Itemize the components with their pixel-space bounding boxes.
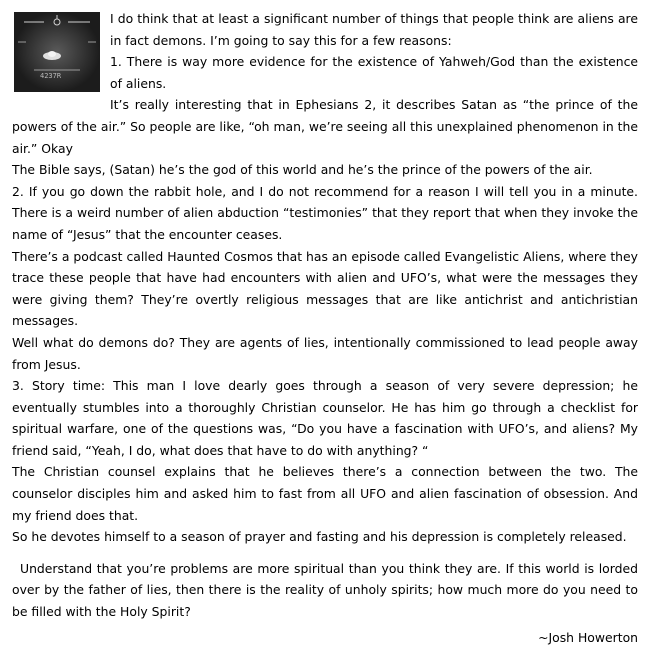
paragraph-podcast: There’s a podcast called Haunted Cosmos that has an episode called Evangelistic Aliens, where they trace these people that have had encounters with alien and UFO’s, what were the messages they were giving them? They’re overtly religious messages that are like antichrist and antichristian messages. [12,248,638,329]
paragraph-gap [12,548,638,558]
ufo-graphic [14,12,100,92]
paragraph-prayer-fasting: So he devotes himself to a season of prayer and fasting and his depression is completely released. [12,529,627,545]
document-body [12,8,638,648]
paragraph-counselor: The Christian counsel explains that he believes there’s a connection between the two. The counselor disciples him and asked him to fast from all UFO and alien fascination of obsession. And my friend does that. [12,464,638,523]
author-signature: ~Josh Howerton [538,629,638,645]
photo-code-label: 4237R [40,72,62,80]
closing-paragraph: Understand that you’re problems are more spiritual than you think they are. If this world is lorded over by the father of lies, then there is the reality of unholy spirits; how much more do you need to be filled with the Holy Spirit? [12,560,638,620]
point-2-paragraph: 2. If you go down the rabbit hole, and I do not recommend for a reason I will tell you in a minute. There is a weird number of alien abduction “testimonies” that they report that when they invoke the name of “Jesus” that the encounter ceases. [12,183,638,242]
point-3-paragraph: 3. Story time: This man I love dearly goes through a season of very severe depression; he eventually stumbles into a thoroughly Christian counselor. He has him go through a checklist for spiritual warfare, one of the questions was, “Do you have a fascination with UFO’s, and aliens? My friend said, “Yeah, I do, what does that have to do with anything? “ [12,378,638,458]
ufo-photo-icon [14,12,100,92]
intro-paragraph: I do think that at least a significant number of things that people think are aliens are in fact demons. I’m going to say this for a few reasons: [110,11,638,48]
paragraph-ephesians: It’s really interesting that in Ephesians 2, it describes Satan as “the prince of the powers of the air.” So people are like, “oh man, we’re seeing all this unexplained phenomenon in the air.” Okay [12,97,639,156]
paragraph-demons: Well what do demons do? They are agents of lies, intentionally commissioned to lead people away from Jesus. [12,334,638,372]
point-1-paragraph: 1. There is way more evidence for the existence of Yahweh/God than the existence of aliens. [110,54,638,91]
paragraph-bible-says: The Bible says, (Satan) he’s the god of this world and he’s the prince of the powers of the air. [12,162,593,178]
